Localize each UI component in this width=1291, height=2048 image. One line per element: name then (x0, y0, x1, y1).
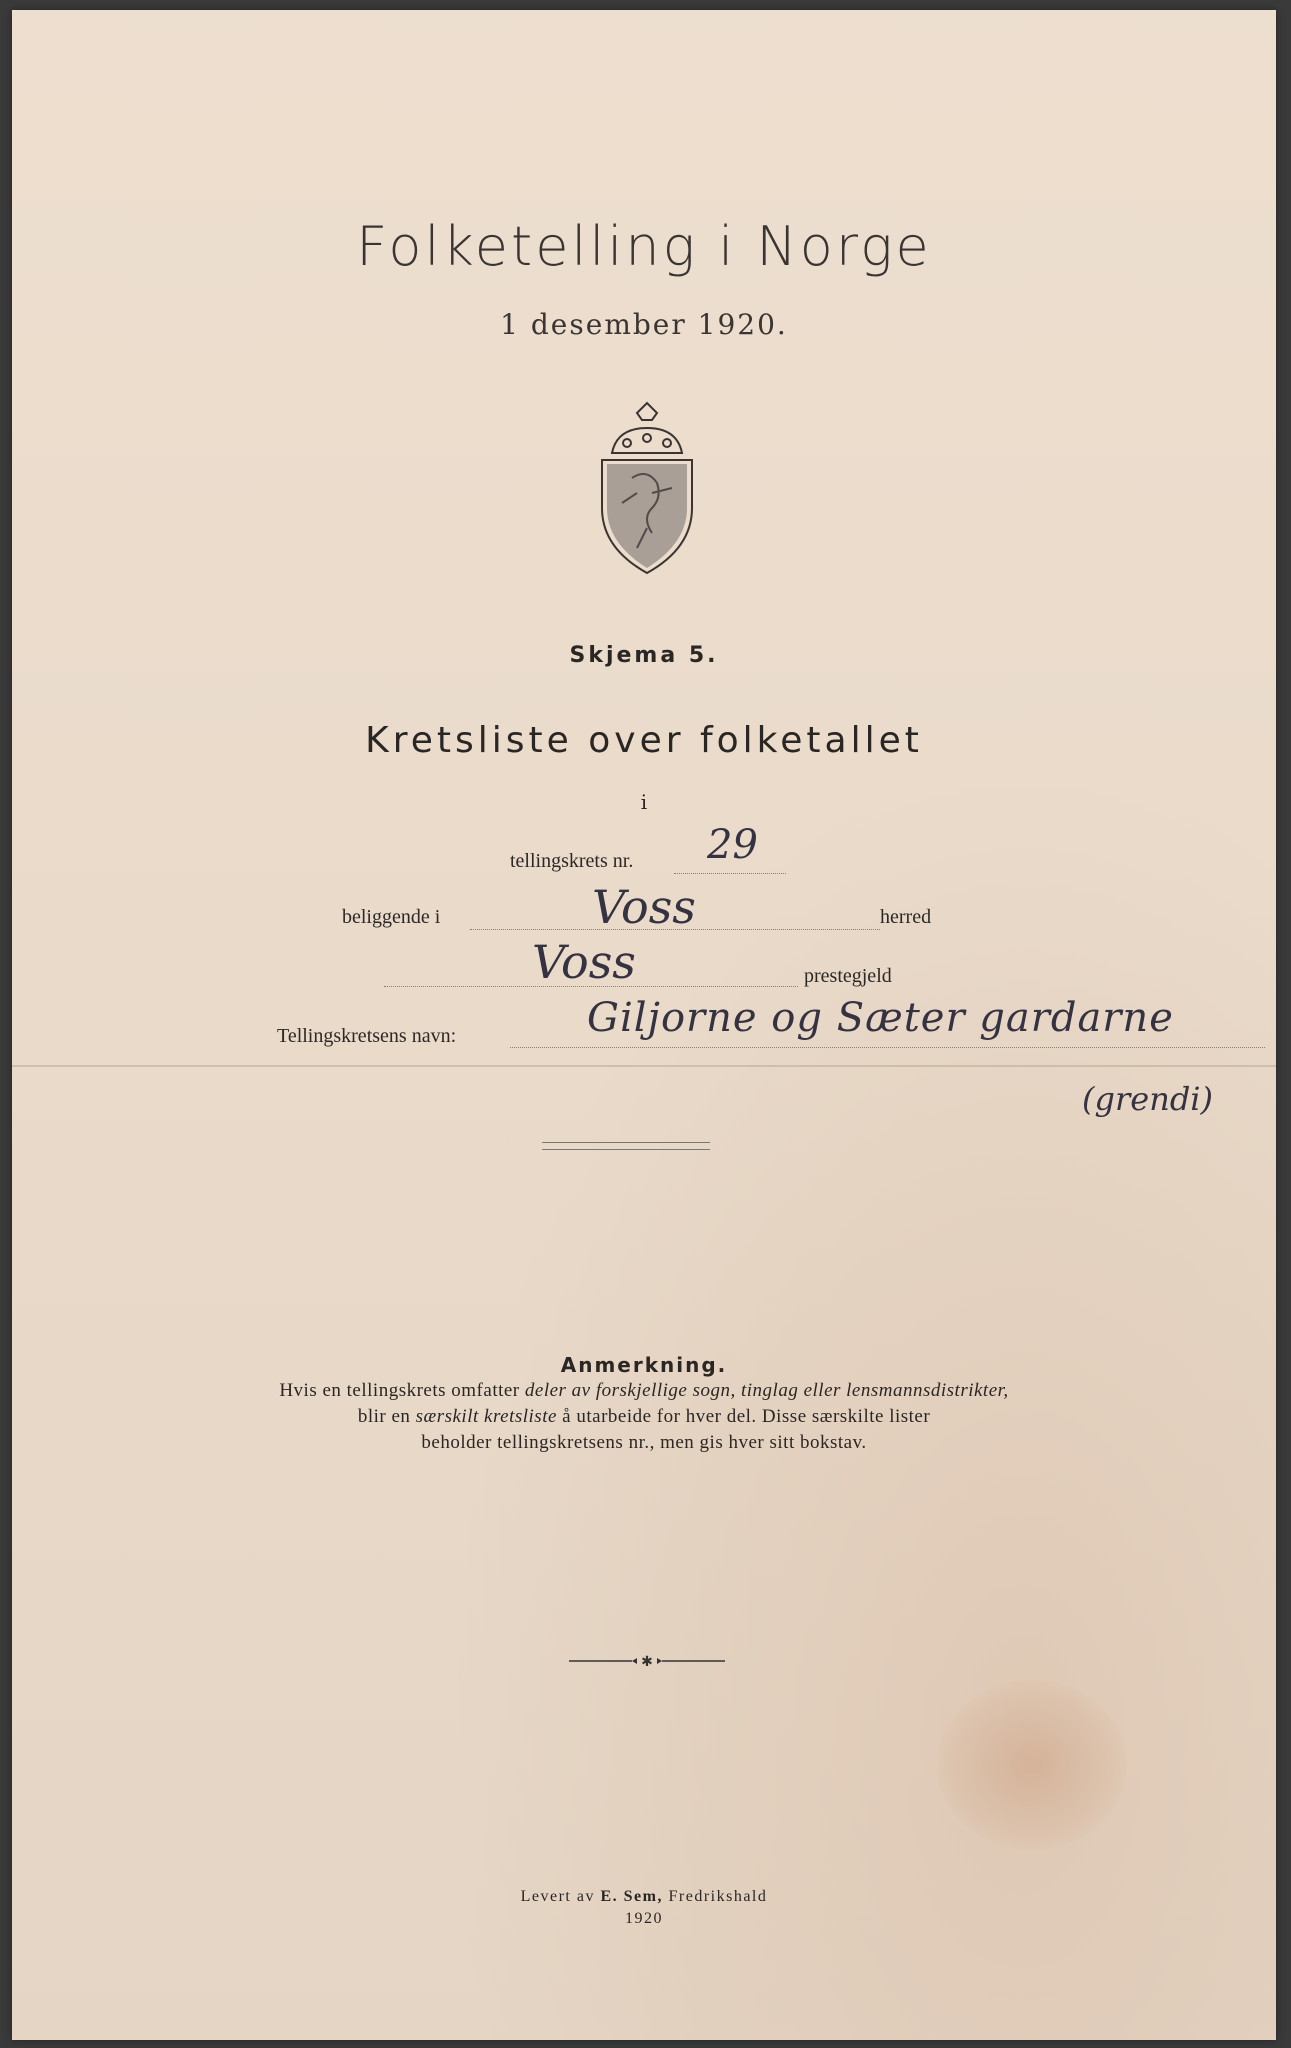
section-divider (542, 1142, 710, 1150)
document-page (12, 10, 1276, 2040)
document-title: Folketelling i Norge (356, 215, 932, 278)
krets-value: 29 (707, 822, 758, 868)
prestegjeld-label: prestegjeld (804, 965, 892, 987)
prestegjeld-value: Voss (532, 935, 636, 989)
krets-label: tellingskrets nr. (510, 850, 634, 872)
krets-line (674, 872, 786, 874)
note-line-3: beholder tellingskretsens nr., men gis hver sitt bokstav. (421, 1432, 867, 1453)
schema-number: Skjema 5. (569, 643, 719, 668)
document-date: 1 desember 1920. (500, 308, 788, 341)
printer-line: Levert av E. Sem, Fredrikshald (520, 1888, 768, 1905)
svg-text:✱: ✱ (641, 1654, 653, 1668)
paper-stain (937, 1680, 1127, 1850)
note-line-1: Hvis en tellingskrets omfatter deler av forskjellige sogn, tinglag eller lensmannsdistrikter, (279, 1380, 1009, 1401)
navn-line (510, 1046, 1265, 1048)
navn-value-2: (grendi) (1082, 1080, 1214, 1118)
page-fold (12, 1065, 1276, 1067)
note-heading: Anmerkning. (560, 1353, 728, 1377)
beliggende-label: beliggende i (342, 906, 441, 928)
printer-year: 1920 (625, 1910, 663, 1927)
connector-word: i (640, 790, 648, 814)
coat-of-arms-icon (592, 398, 702, 578)
beliggende-value: Voss (592, 880, 696, 934)
navn-value: Giljorne og Sæter gardarne (587, 995, 1174, 1041)
herred-label: herred (880, 906, 932, 928)
navn-label: Tellingskretsens navn: (277, 1025, 457, 1047)
note-line-2: blir en særskilt kretsliste å utarbeide for hver del. Disse særskilte lister (357, 1406, 931, 1427)
star-ornament-icon (567, 1654, 727, 1668)
document-heading: Kretsliste over folketallet (365, 720, 923, 761)
